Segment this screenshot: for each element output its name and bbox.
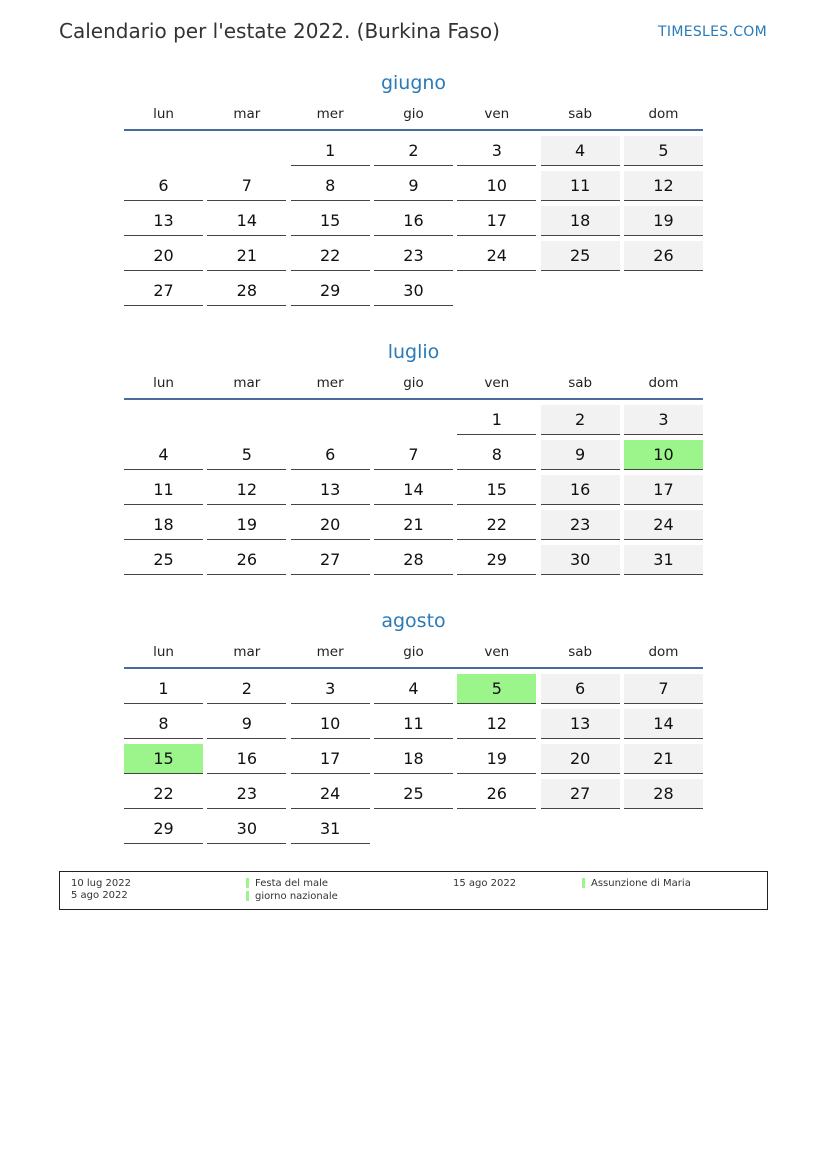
day-cell: 25: [374, 779, 453, 809]
legend-date: 10 lug 2022: [71, 878, 131, 889]
day-cell: 14: [374, 475, 453, 505]
empty-cell: [207, 405, 286, 434]
day-cell: 31: [624, 545, 703, 575]
day-cell: 5: [624, 136, 703, 166]
day-cell: 23: [374, 241, 453, 271]
day-cell: 23: [541, 510, 620, 540]
day-cell: 29: [124, 814, 203, 844]
legend-holiday-marker: [582, 878, 585, 888]
day-grid: [124, 674, 703, 844]
day-grid: [124, 136, 703, 306]
day-cell: 16: [207, 744, 286, 774]
day-grid: [124, 405, 703, 575]
weekday-label: ven: [484, 375, 510, 391]
day-cell: 31: [291, 814, 370, 844]
day-cell: 19: [457, 744, 536, 774]
day-cell: 12: [457, 709, 536, 739]
legend-holiday-name: giorno nazionale: [255, 891, 338, 902]
day-cell: 8: [457, 440, 536, 470]
weekday-label: gio: [403, 106, 424, 122]
weekday-label: ven: [484, 644, 510, 660]
day-cell: 18: [124, 510, 203, 540]
holiday-day-cell: 10: [624, 440, 703, 470]
day-cell: 23: [207, 779, 286, 809]
day-cell: 4: [124, 440, 203, 470]
day-cell: 6: [124, 171, 203, 201]
month-agosto: [124, 607, 703, 844]
day-cell: 27: [291, 545, 370, 575]
day-cell: 8: [291, 171, 370, 201]
weekday-label: dom: [648, 375, 679, 391]
empty-cell: [374, 405, 453, 434]
day-cell: 11: [374, 709, 453, 739]
weekday-header: [124, 374, 703, 396]
day-cell: 8: [124, 709, 203, 739]
month-title: luglio: [387, 341, 440, 363]
month-title: agosto: [381, 610, 446, 632]
holiday-day-cell: 5: [457, 674, 536, 704]
day-cell: 10: [291, 709, 370, 739]
day-cell: 19: [624, 206, 703, 236]
day-cell: 26: [457, 779, 536, 809]
weekday-label: dom: [648, 644, 679, 660]
day-cell: 22: [457, 510, 536, 540]
weekday-label: mar: [233, 375, 261, 391]
weekday-label: gio: [403, 375, 424, 391]
day-cell: 25: [541, 241, 620, 271]
page-title: Calendario per l'estate 2022. (Burkina Faso): [59, 19, 500, 43]
weekday-header: [124, 643, 703, 665]
day-cell: 18: [541, 206, 620, 236]
day-cell: 16: [541, 475, 620, 505]
day-cell: 7: [624, 674, 703, 704]
day-cell: 20: [124, 241, 203, 271]
day-cell: 24: [624, 510, 703, 540]
day-cell: 17: [457, 206, 536, 236]
weekday-label: sab: [568, 644, 593, 660]
day-cell: 28: [374, 545, 453, 575]
header-divider: [124, 667, 703, 669]
day-cell: 29: [457, 545, 536, 575]
holiday-day-cell: 15: [124, 744, 203, 774]
day-cell: 5: [207, 440, 286, 470]
weekday-label: gio: [403, 644, 424, 660]
day-cell: 6: [291, 440, 370, 470]
day-cell: 14: [624, 709, 703, 739]
day-cell: 9: [207, 709, 286, 739]
day-cell: 13: [291, 475, 370, 505]
day-cell: 28: [207, 276, 286, 306]
day-cell: 19: [207, 510, 286, 540]
legend-date: 5 ago 2022: [71, 890, 128, 901]
weekday-label: sab: [568, 375, 593, 391]
weekday-label: mer: [316, 644, 344, 660]
day-cell: 20: [291, 510, 370, 540]
day-cell: 11: [124, 475, 203, 505]
day-cell: 22: [291, 241, 370, 271]
day-cell: 17: [624, 475, 703, 505]
day-cell: 1: [291, 136, 370, 166]
day-cell: 28: [624, 779, 703, 809]
day-cell: 2: [374, 136, 453, 166]
legend-holiday-name: Festa del male: [255, 878, 329, 889]
day-cell: 9: [374, 171, 453, 201]
day-cell: 17: [291, 744, 370, 774]
empty-cell: [124, 405, 203, 434]
day-cell: 1: [457, 405, 536, 435]
empty-cell: [124, 136, 203, 165]
day-cell: 26: [207, 545, 286, 575]
day-cell: 7: [207, 171, 286, 201]
day-cell: 14: [207, 206, 286, 236]
legend-date: 15 ago 2022: [453, 878, 517, 889]
day-cell: 26: [624, 241, 703, 271]
legend-holiday-marker: [246, 878, 249, 888]
day-cell: 6: [541, 674, 620, 704]
weekday-label: lun: [153, 375, 174, 391]
day-cell: 27: [541, 779, 620, 809]
weekday-label: lun: [153, 106, 174, 122]
day-cell: 13: [541, 709, 620, 739]
day-cell: 25: [124, 545, 203, 575]
day-cell: 4: [541, 136, 620, 166]
month-title: giugno: [380, 72, 447, 94]
day-cell: 3: [457, 136, 536, 166]
day-cell: 12: [624, 171, 703, 201]
weekday-label: dom: [648, 106, 679, 122]
weekday-label: mer: [316, 106, 344, 122]
month-luglio: [124, 338, 703, 575]
day-cell: 1: [124, 674, 203, 704]
weekday-label: mar: [233, 106, 261, 122]
weekday-label: sab: [568, 106, 593, 122]
day-cell: 21: [374, 510, 453, 540]
day-cell: 21: [624, 744, 703, 774]
site-link[interactable]: TIMESLES.COM: [658, 24, 767, 40]
day-cell: 24: [291, 779, 370, 809]
holiday-legend: [59, 871, 768, 910]
day-cell: 30: [374, 276, 453, 306]
day-cell: 9: [541, 440, 620, 470]
day-cell: 29: [291, 276, 370, 306]
legend-holiday-name: Assunzione di Maria: [591, 878, 691, 889]
empty-cell: [291, 405, 370, 434]
legend-holiday-marker: [246, 891, 249, 901]
header-divider: [124, 129, 703, 131]
day-cell: 15: [457, 475, 536, 505]
day-cell: 2: [207, 674, 286, 704]
day-cell: 30: [207, 814, 286, 844]
day-cell: 4: [374, 674, 453, 704]
day-cell: 15: [291, 206, 370, 236]
day-cell: 24: [457, 241, 536, 271]
day-cell: 12: [207, 475, 286, 505]
day-cell: 11: [541, 171, 620, 201]
day-cell: 3: [624, 405, 703, 435]
weekday-label: lun: [153, 644, 174, 660]
weekday-header: [124, 105, 703, 127]
day-cell: 22: [124, 779, 203, 809]
header-divider: [124, 398, 703, 400]
day-cell: 30: [541, 545, 620, 575]
day-cell: 20: [541, 744, 620, 774]
day-cell: 21: [207, 241, 286, 271]
day-cell: 3: [291, 674, 370, 704]
weekday-label: ven: [484, 106, 510, 122]
weekday-label: mer: [316, 375, 344, 391]
empty-cell: [207, 136, 286, 165]
day-cell: 2: [541, 405, 620, 435]
day-cell: 7: [374, 440, 453, 470]
day-cell: 10: [457, 171, 536, 201]
day-cell: 27: [124, 276, 203, 306]
weekday-label: mar: [233, 644, 261, 660]
day-cell: 16: [374, 206, 453, 236]
month-giugno: [124, 69, 703, 306]
day-cell: 13: [124, 206, 203, 236]
day-cell: 18: [374, 744, 453, 774]
